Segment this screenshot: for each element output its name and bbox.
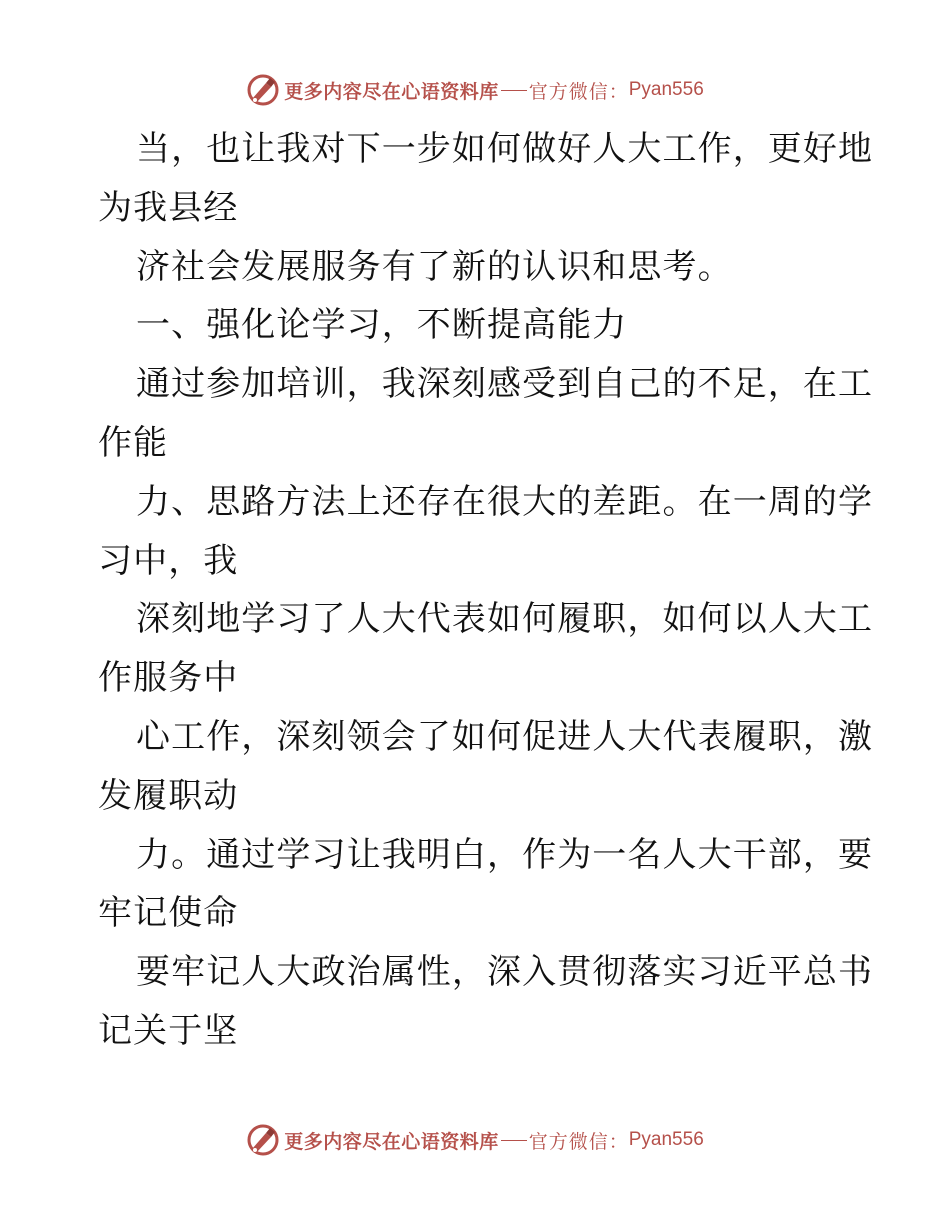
banner-wechat-id: Pyan556 [628, 1129, 704, 1150]
pen-logo-icon [246, 1123, 280, 1157]
banner-title: 更多内容尽在心语资料库 [284, 80, 499, 103]
text-line: 牢记使命 [98, 893, 239, 934]
text-line: 记关于坚 [98, 1010, 239, 1051]
banner-divider [501, 90, 527, 91]
text-line: 通过参加培训，我深刻感受到自己的不足，在工 [136, 364, 874, 405]
banner-wechat-label: 官方微信： [528, 80, 629, 103]
pen-logo-icon [246, 73, 280, 107]
text-line: 济社会发展服务有了新的认识和思考。 [136, 246, 733, 287]
footer-banner [0, 1120, 950, 1160]
text-line: 作能 [98, 422, 169, 463]
document-body [98, 120, 874, 1061]
text-line: 当，也让我对下一步如何做好人大工作，更好地 [136, 129, 874, 169]
text-line: 力、思路方法上还存在很大的差距。在一周的学 [136, 481, 874, 522]
text-line: 发履职动 [98, 775, 239, 816]
text-line: 作服务中 [98, 658, 239, 699]
banner-divider [501, 1140, 527, 1141]
text-line: 要牢记人大政治属性，深入贯彻落实习近平总书 [136, 952, 874, 993]
banner-wechat-label: 官方微信： [528, 1130, 629, 1153]
text-line: 力。通过学习让我明白，作为一名人大干部，要 [136, 834, 874, 875]
banner-wechat-id: Pyan556 [628, 79, 704, 100]
text-line: 习中，我 [98, 540, 239, 581]
banner-title: 更多内容尽在心语资料库 [284, 1130, 499, 1153]
section-heading: 一、强化论学习，不断提高能力 [136, 305, 628, 346]
header-banner [0, 70, 950, 110]
text-line: 心工作，深刻领会了如何促进人大代表履职，激 [136, 716, 874, 757]
text-line: 深刻地学习了人大代表如何履职，如何以人大工 [136, 599, 874, 640]
text-line: 为我县经 [98, 187, 239, 228]
